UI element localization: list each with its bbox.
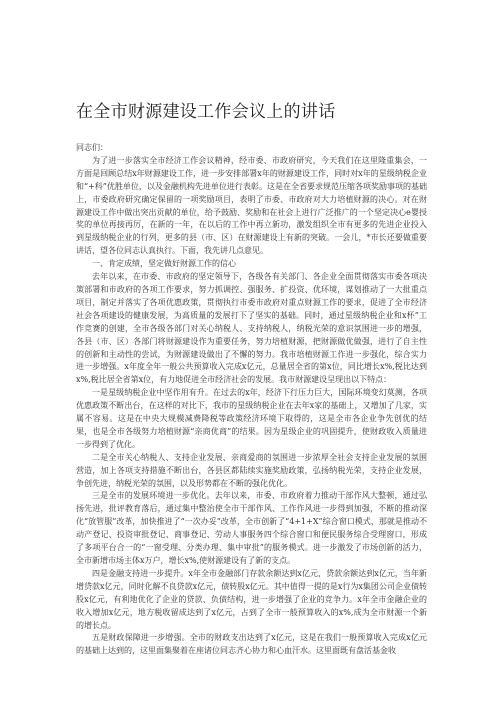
paragraph-point-3: 三是全市的发展环境进一步优化。去年以来，市委、市政府着力推动干部作风大整顿，通过弘扬先进，批评教育落后，通过集中整治使全市干部作风、工作作风进一步得到加强，不断的推动深化“放管服”改革，加快推进了“一次办妥”改革，全市创新了“4+1+X”综合窗口模式，那就是推动不动产登记、投资审批登记、商事登记、劳动人事服务四个综合窗口和便民服务综合受理窗口，形成了多项平台合一的“一窗受理、分类办理、集中审批”的服务模式。进一步激发了市场创新的活力，全市新增市场主体x万户，增长x%,使财源建设有了新的支点。 xyxy=(76,491,427,565)
paragraph-point-2: 二是全市关心纳税人、支持企业发展、亲商爱商的氛围进一步浓厚全社会支持企业发展的氛围营造，加上各项支持措施不断出台，各县区都陆续实施奖励政策，弘扬纳税光荣，支持企业发展，争创先进，纳税光荣的氛围，以及形势都在不断的强化优化。 xyxy=(76,452,427,488)
document-body xyxy=(76,142,427,658)
paragraph-point-4: 四是金融支持进一步提升。x年全市金融部门存款余额达到x亿元，贷款余额达到x亿元，当年新增贷款x亿元，同时化解不良贷款x亿元，债转股x亿元。其中值得一提的是x行为x集团公司企业债转股x亿元，有利地优化了企业的贷款、负债结构，进一步增强了企业的竞争力。x年全市金融企业的收入增加x亿元，地方税收留成达到了x亿元，占到了全市一般预算收入的x%,成为全市财源一个新的增长点。 xyxy=(76,568,427,630)
section-heading: 一、肯定成绩，坚定做好财源工作的信心 xyxy=(92,259,236,269)
salutation: 同志们： xyxy=(76,143,108,152)
document-title: 在全市财源建设工作会议上的讲话 xyxy=(76,102,336,122)
paragraph-point-5: 五是财政保障进一步增强。全市的财政支出达到了x亿元，这是在我们一般预算收入完成x亿元的基础上达到的，这里面集聚着在座诸位同志齐心协力和心血汗水。这里面既有盘活基金收 xyxy=(76,633,427,656)
paragraph-intro: 为了进一步落实全市经济工作会议精神，经市委、市政府研究，今天我们在这里隆重集会，一方面是回顾总结x年财源建设工作，进一步安排部署x年的财源建设工作，同时对x年的星级纳税企业和“+科”优胜单位，以及金融机构先进单位进行表彰。这是在全省要求规范压缩各项奖励事项的基础上，市委政府研究确定保留的一项奖励项目，表明了市委、市政府对大力培植财源的决心。对在财源建设工作中做出突出贡献的单位，给予鼓励、奖励和在社会上进行广泛推广的一个坚定决心e婴授奖的单位再接再厉，在新的一年，在以后的工作中再立新功，激发组织全市有更多的先进企业投入到星级纳税企业的行列，更多的县（市、区）在财源建设上有新的突破。一会儿，*市长还要做重要讲话，望各位同志认真执行。下面，我先讲几点意见。 xyxy=(76,155,427,256)
paragraph-overview: 去年以来，在市委、市政府的坚定领导下，各级各有关部门、各企业全面贯彻落实市委各项决策部署和市政府的各项工作要求，努力抓调控、强服务、扩投资、优环境，谋划推动了一大批重点项目，制定并落实了各项优惠政策，贯彻执行市委市政府对重点财源工作的要求，促进了全市经济社会各项建设的健康发展，为高质量的发展打下了坚实的基础。同时，通过星级纳税企业和x杯”工作竞赛的创建，全市各级各部门对关心纳税人、支持纳税人，纳税光荣的意识氛围进一步的增强，各县（市、区）各部门将财源建设作为重要任务，努力培植财源，把财源做优做强，进行了自主性的创新和主动性的尝试，为财源建设做出了不懈的努力。我市培植财源工作进一步强化，综合实力进一步增强。x年度全年一般公共预算收入完成x亿元，总量居全省的第x位，同比增长x%,税比达到x%,税比居全省第x位，有力地促进全市经济社会的发展。我市财源建设呈现出以下特点： xyxy=(76,272,427,385)
paragraph-point-1: 一是星级纳税企业中坚作用有升。在过去的x年，经济下行压力巨大，国际环境变幻莫测，各项优惠政策不断出台，在这样的对比下，我市的星级纳税企业在去年x家的基础上，又增加了几家，实属不容易。这是在中央大规模减费降税等政策经济环境下取得的，这是全市各企业争先创优的结果，也是全市各级努力培植财源“亲商优商”的结果。因为星级企业的巩固提升，使财政收入质量进一步得到了优化。 xyxy=(76,388,427,449)
